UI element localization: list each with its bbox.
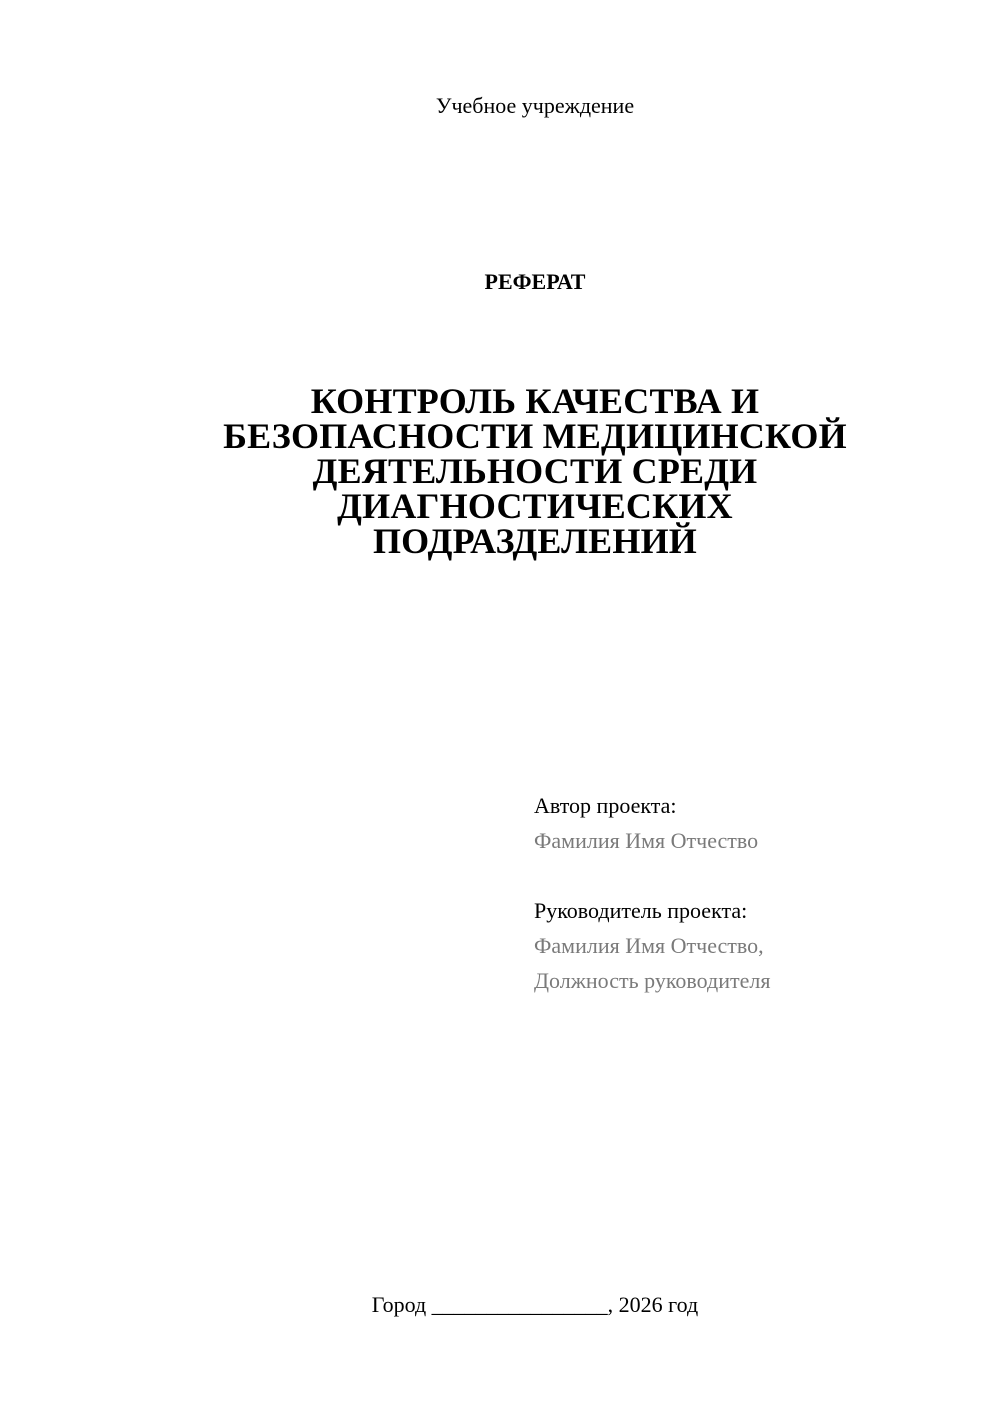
document-title <box>150 381 920 561</box>
institution-name: Учебное учреждение <box>435 93 635 118</box>
year-text: , 2026 год <box>607 1292 699 1317</box>
city-blank: ________________ <box>431 1292 608 1317</box>
title-line: ПОДРАЗДЕЛЕНИЙ <box>372 521 698 561</box>
supervisor-name: Фамилия Имя Отчество, <box>534 933 764 958</box>
title-line: КОНТРОЛЬ КАЧЕСТВА И <box>310 381 760 421</box>
supervisor-label: Руководитель проекта: <box>534 898 748 923</box>
author-name: Фамилия Имя Отчество <box>534 828 759 853</box>
city-label: Город <box>371 1292 427 1317</box>
title-line: БЕЗОПАСНОСТИ МЕДИЦИНСКОЙ <box>223 416 847 456</box>
title-line: ДИАГНОСТИЧЕСКИХ <box>337 486 733 526</box>
document-type: РЕФЕРАТ <box>484 269 586 294</box>
supervisor-block <box>534 893 974 998</box>
title-line: ДЕЯТЕЛЬНОСТИ СРЕДИ <box>312 451 758 491</box>
author-label: Автор проекта: <box>534 793 677 818</box>
author-block <box>534 788 974 858</box>
city-year-line <box>0 1290 1000 1320</box>
supervisor-position: Должность руководителя <box>534 968 771 993</box>
